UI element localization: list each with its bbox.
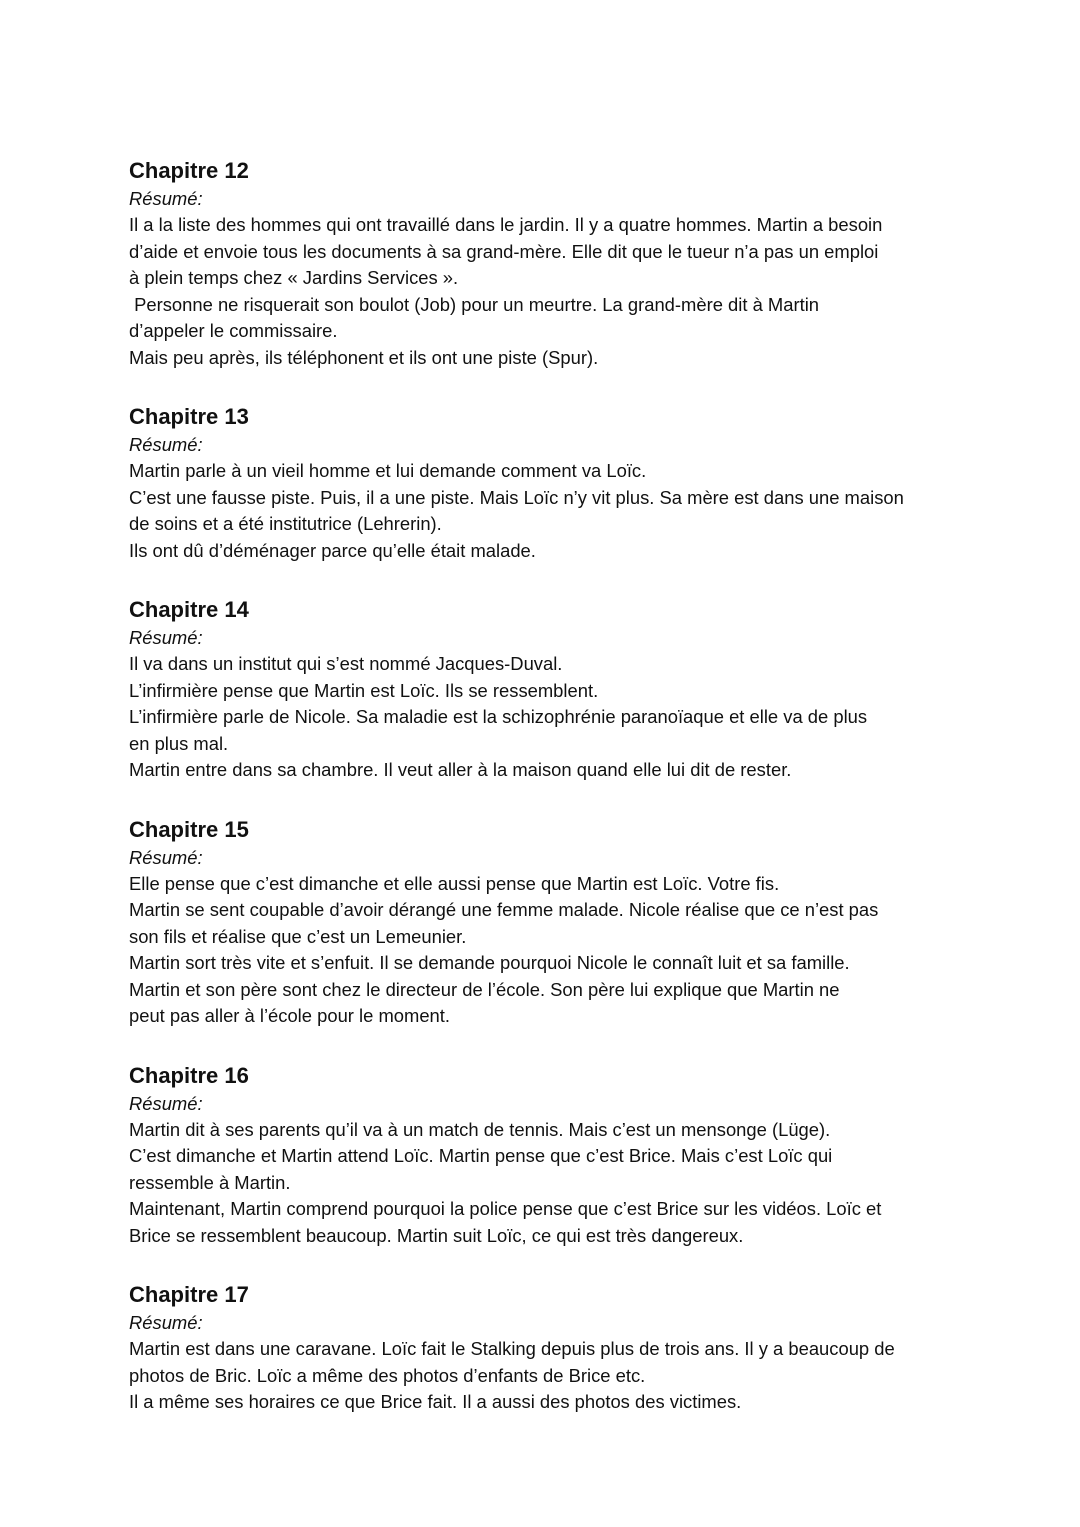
summary-line: Il va dans un institut qui s’est nommé Jacques-Duval. (129, 653, 563, 674)
summary-line: L’infirmière parle de Nicole. Sa maladie est la schizophrénie paranoïaque et elle va de plus (129, 706, 868, 727)
summary-line: Personne ne risquerait son boulot (Job) pour un meurtre. La grand-mère dit à Martin (129, 293, 820, 315)
summary-line: C’est dimanche et Martin attend Loïc. Martin pense que c’est Brice. Mais c’est Loïc qui (129, 1145, 833, 1166)
summary-line: son fils et réalise que c’est un Lemeunier. (129, 925, 467, 947)
chapter-14-section (129, 595, 959, 784)
chapter-title: Chapitre 17 (129, 1282, 249, 1307)
chapter-13-section (129, 402, 959, 564)
summary-line: Ils ont dû d’déménager parce qu’elle était malade. (129, 539, 536, 561)
summary-label: Résumé: (129, 1312, 203, 1333)
summary-label: Résumé: (129, 627, 203, 648)
chapter-title: Chapitre 15 (129, 816, 249, 842)
chapter-16-section (129, 1061, 959, 1250)
summary-line: Mais peu après, ils téléphonent et ils ont une piste (Spur). (129, 346, 599, 368)
chapter-15-section (129, 815, 959, 1030)
summary-label: Résumé: (129, 434, 203, 455)
summary-line: en plus mal. (129, 732, 229, 754)
chapter-title: Chapitre 14 (129, 597, 249, 622)
summary-label: Résumé: (129, 188, 203, 209)
summary-label: Résumé: (129, 1092, 203, 1114)
chapter-title: Chapitre 12 (129, 158, 249, 183)
summary-label: Résumé: (129, 846, 203, 868)
summary-line: Maintenant, Martin comprend pourquoi la police pense que c’est Brice sur les vidéos. Loïc et (129, 1198, 882, 1219)
summary-line: Il a la liste des hommes qui ont travaillé dans le jardin. Il y a quatre hommes. Martin a besoin (129, 214, 883, 235)
summary-line: Martin et son père sont chez le directeur de l’école. Son père lui explique que Martin ne (129, 978, 840, 1000)
summary-line: Martin entre dans sa chambre. Il veut aller à la maison quand elle lui dit de rester. (129, 759, 792, 780)
chapter-title: Chapitre 16 (129, 1062, 249, 1088)
summary-line: Martin parle à un vieil homme et lui demande comment va Loïc. (129, 460, 647, 481)
summary-line: Martin dit à ses parents qu’il va à un match de tennis. Mais c’est un mensonge (Lüge). (129, 1118, 831, 1140)
summary-line: L’infirmière pense que Martin est Loïc. Ils se ressemblent. (129, 679, 599, 701)
summary-line: Il a même ses horaires ce que Brice fait. Il a aussi des photos des victimes. (129, 1391, 742, 1412)
summary-line: C’est une fausse piste. Puis, il a une piste. Mais Loïc n’y vit plus. Sa mère est dans une maison (129, 486, 904, 508)
chapter-title: Chapitre 13 (129, 404, 249, 429)
document-page (129, 156, 959, 1447)
summary-line: Brice se ressemblent beaucoup. Martin suit Loïc, ce qui est très dangereux. (129, 1224, 744, 1246)
summary-line: Martin sort très vite et s’enfuit. Il se demande pourquoi Nicole le connaît luit et sa famille. (129, 952, 850, 973)
summary-line: d’aide et envoie tous les documents à sa grand-mère. Elle dit que le tueur n’a pas un emploi (129, 240, 879, 262)
summary-line: Elle pense que c’est dimanche et elle aussi pense que Martin est Loïc. Votre fis. (129, 872, 780, 894)
summary-line: Martin se sent coupable d’avoir dérangé une femme malade. Nicole réalise que ce n’est pas (129, 899, 879, 920)
chapter-12-section (129, 156, 959, 371)
summary-line: Martin est dans une caravane. Loïc fait le Stalking depuis plus de trois ans. Il y a beaucoup de (129, 1338, 895, 1359)
summary-line: peut pas aller à l’école pour le moment. (129, 1005, 450, 1026)
summary-line: à plein temps chez « Jardins Services ». (129, 267, 459, 288)
summary-line: d’appeler le commissaire. (129, 320, 338, 341)
chapter-17-section (129, 1280, 959, 1416)
summary-line: photos de Bric. Loïc a même des photos d’enfants de Brice etc. (129, 1364, 646, 1386)
summary-line: ressemble à Martin. (129, 1171, 291, 1193)
summary-line: de soins et a été institutrice (Lehrerin). (129, 513, 442, 534)
